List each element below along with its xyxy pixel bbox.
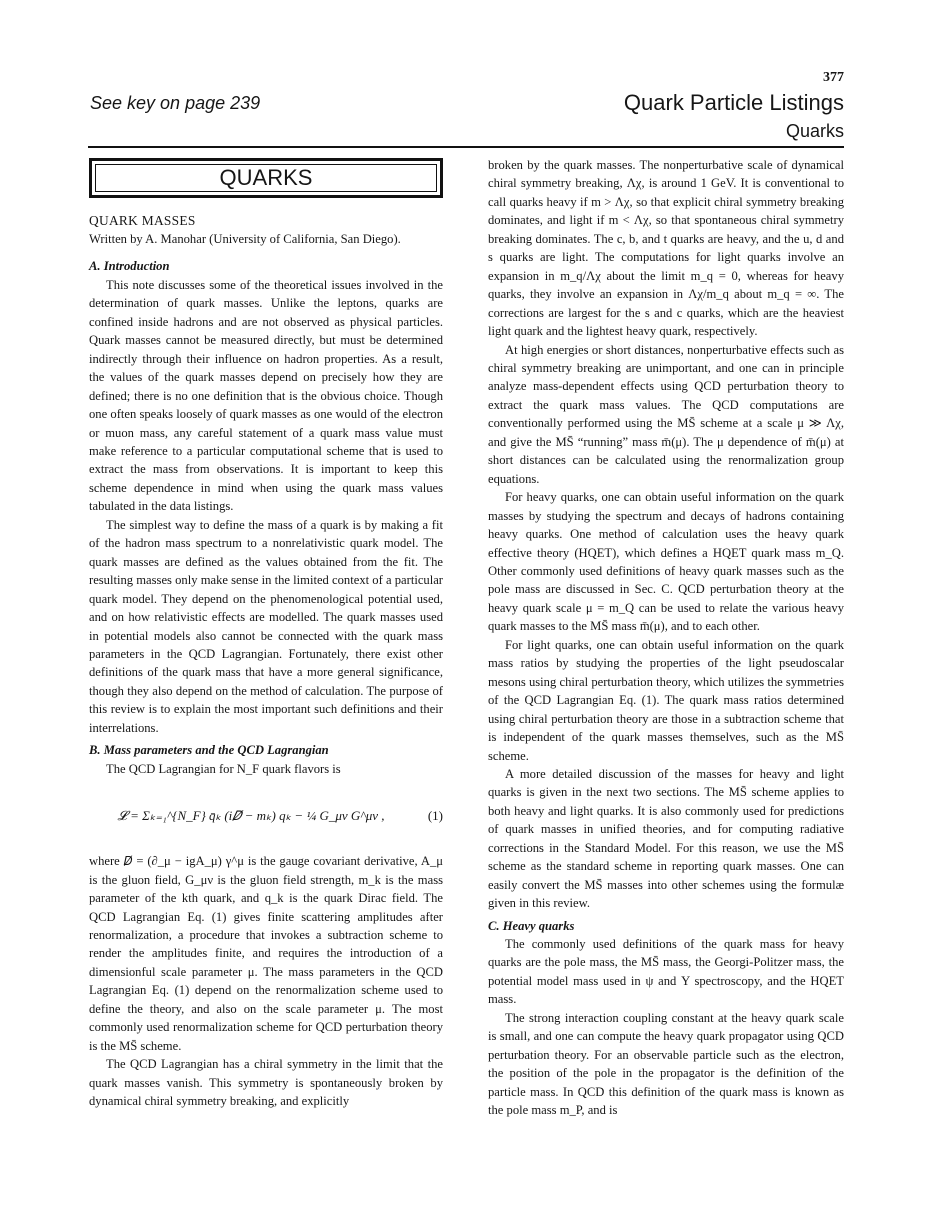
title-box (89, 158, 443, 198)
paragraph: For heavy quarks, one can obtain useful information on the quark masses by studying the spectrum and decays of hadrons containing heavy quarks. One method of calculation uses the heavy quark effective theory (HQET), which defines a HQET quark mass m_Q. Other commonly used definitions of heavy quark masses such as the pole mass are discussed in Sec. C. QCD perturbation theory at the heavy quark scale μ = m_Q can be used to relate the various heavy quark masses to the MS̄ mass m̄(μ), and to each other. (488, 490, 844, 634)
paragraph: The commonly used definitions of the quark mass for heavy quarks are the pole mass, the MS̄ mass, the Georgi-Politzer mass, the potential model mass used in ψ and Υ spectroscopy, and the HQET mass. (488, 937, 844, 1007)
paragraph: broken by the quark masses. The nonperturbative scale of dynamical chiral symmetry breaking, Λχ, is around 1 GeV. It is conventional to call quarks heavy if m > Λχ, so that explicit chiral symmetry breaking dominates, and light if m < Λχ, so that spontaneous chiral symmetry breaking dominates. The c, b, and t quarks are heavy, and the u, d and s quarks are light. The computations for light quarks involve an expansion in m_q/Λχ about the limit m_q = 0, whereas for heavy quarks, they involve an expansion in Λχ/m_q about m_q = ∞. The corrections are largest for the s and c quarks, which are the heaviest light quark and the lightest heavy quark, respectively. (488, 158, 844, 339)
heading-heavy-quarks: C. Heavy quarks (488, 918, 575, 933)
heading-mass-parameters: B. Mass parameters and the QCD Lagrangian (89, 743, 329, 758)
paragraph: For light quarks, one can obtain useful information on the quark mass ratios by studying the properties of the light pseudoscalar mesons using chiral perturbation theory, which utilizes the symmetries of the QCD Lagrangian Eq. (1). The quark mass ratios determined using chiral perturbation theory are those in a subtraction scheme that is independent of the quark masses themselves, such as the MS̄ scheme. (488, 637, 844, 763)
paragraph: The simplest way to define the mass of a quark is by making a fit of the hadron mass spectrum to a nonrelativistic quark model. The quark masses are defined as the values obtained from the fit. The resulting masses only make sense in the limited context of a particular quark model. They depend on the phenomenological potential used, and on how relativistic effects are modelled. The quark masses used in potential models also cannot be connected with the quark mass parameters in the QCD Lagrangian. Fortunately, there exist other definitions of the quark mass that have a more general significance, though they also depend on the method of calculation. The purpose of this review is to explain the most important such definitions and their interrelations. (89, 517, 443, 735)
equation-body: 𝓛 = Σₖ₌₁^{N_F} q̄ₖ (i𝐷̸ − mₖ) qₖ − ¼ G_μν G^μν , (117, 807, 385, 823)
right-column (488, 156, 844, 1120)
page-number: 377 (823, 70, 844, 85)
paragraph: This note discusses some of the theoretical issues involved in the determination of quark masses. Unlike the leptons, quarks are confined inside hadrons and are not observed as physical particles. Quark masses cannot be measured directly, but must be determined indirectly through their influence on hadron properties. As a result, the values of the quark masses depend on precisely how they are defined; there is no one definition that is the obvious choice. Though one often speaks loosely of quark masses as one would of the electron or muon mass, any careful statement of a quark mass value must make reference to a particular computational scheme that is used to extract the mass from observations. It is important to keep this scheme dependence in mind when using the quark mass values tabulated in the data listings. (89, 277, 443, 514)
main-heading: QUARK MASSES (89, 213, 196, 228)
heading-introduction: A. Introduction (89, 259, 170, 274)
left-column (89, 156, 443, 1110)
box-title: QUARKS (219, 164, 313, 190)
header-rule (88, 146, 844, 148)
byline: Written by A. Manohar (University of California, San Diego). (89, 232, 401, 246)
see-key-note: See key on page 239 (90, 93, 261, 113)
paragraph: The QCD Lagrangian for N_F quark flavors is (106, 761, 341, 776)
equation-number: (1) (427, 807, 443, 823)
equation (89, 784, 443, 848)
paragraph: The QCD Lagrangian has a chiral symmetry in the limit that the quark masses vanish. This symmetry is spontaneously broken by dynamical chiral symmetry breaking, and explicitly (89, 1057, 443, 1109)
paragraph: where 𝐷̸ = (∂_μ − igA_μ) γ^μ is the gauge covariant derivative, A_μ is the gluon field, G_μν is the gluon field strength, m_k is the mass parameter of the kth quark, and q_k is the quark Dirac field. The QCD Lagrangian Eq. (1) gives finite scattering amplitudes after renormalization, a procedure that invokes a subtraction scheme to render the amplitudes finite, and requires the introduction of a dimensionful scale parameter μ. The mass parameters in the QCD Lagrangian Eq. (1) depend on the renormalization scheme used to define the theory, and also on the scale parameter μ. The most commonly used renormalization scheme for QCD perturbation theory is the MS̄ scheme. (89, 854, 443, 1053)
paragraph: At high energies or short distances, nonperturbative effects such as chiral symmetry breaking are unimportant, and one can in principle analyze mass-dependent effects using QCD perturbation theory to extract the quark mass values. The QCD computations are conventionally performed using the MS̄ scheme at a scale μ ≫ Λχ, and give the MS̄ “running” mass m̄(μ). The μ dependence of m̄(μ) at short distances can be calculated using the renormalization group equations. (488, 342, 844, 486)
section-title: Quark Particle Listings (623, 90, 844, 115)
paragraph: The strong interaction coupling constant at the heavy quark scale is small, and one can compute the heavy quark propagator using QCD perturbation theory. For an observable particle such as the electron, the position of the pole in the propagator is the definition of the particle mass. In QCD this definition of the quark mass is known as the pole mass m_P, and is (488, 1010, 844, 1118)
paragraph: A more detailed discussion of the masses for heavy and light quarks is given in the next two sections. The MS̄ scheme applies to both heavy and light quarks. It is also commonly used for predictions of quark masses in unified theories, and for computing radiative corrections in the Standard Model. For this reason, we use the MS̄ scheme as the standard scheme in reporting quark masses. One can easily convert the MS̄ masses into other schemes using the formulæ given in this review. (488, 766, 844, 911)
section-subtitle: Quarks (785, 121, 844, 141)
